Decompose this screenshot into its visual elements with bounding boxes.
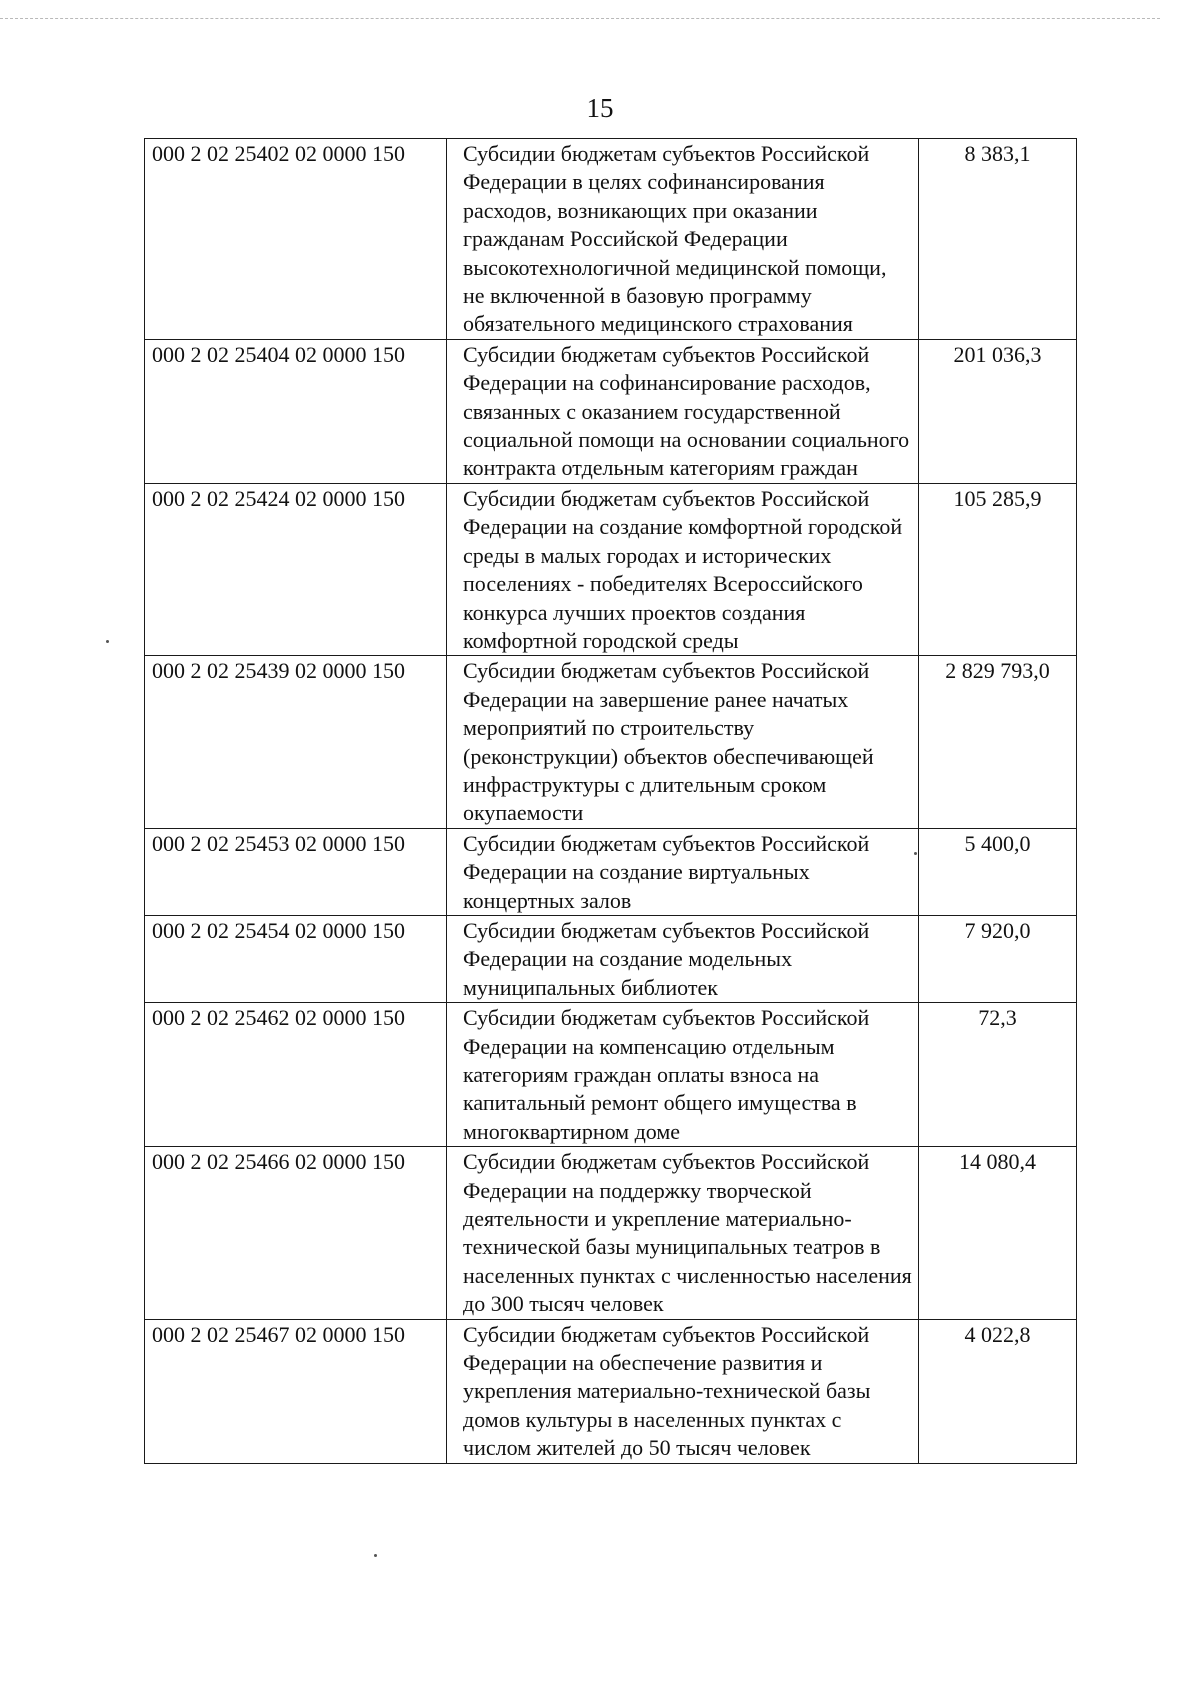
- budget-code: 000 2 02 25454 02 0000 150: [145, 915, 447, 1002]
- subsidy-description: Субсидии бюджетам субъектов Российской Федерации на софинансирование расходов, связанных с оказанием государственной социальной помощи на основании социального контракта отдельным категориям граждан: [447, 339, 919, 483]
- budget-code: 000 2 02 25462 02 0000 150: [145, 1003, 447, 1147]
- subsidy-amount: 105 285,9: [919, 483, 1077, 655]
- scan-speck: [914, 852, 917, 855]
- subsidy-amount: 8 383,1: [919, 139, 1077, 340]
- subsidy-amount: 14 080,4: [919, 1147, 1077, 1319]
- budget-code: 000 2 02 25467 02 0000 150: [145, 1319, 447, 1463]
- table-row: [145, 656, 1077, 828]
- table-row: [145, 1319, 1077, 1463]
- subsidy-description: Субсидии бюджетам субъектов Российской Федерации на создание комфортной городской среды в малых городах и исторических поселениях - победителях Всероссийского конкурса лучших проектов создания комфортной городской среды: [447, 483, 919, 655]
- table-row: [145, 1003, 1077, 1147]
- table-row: [145, 915, 1077, 1002]
- subsidy-amount: 201 036,3: [919, 339, 1077, 483]
- scan-speck: [374, 1554, 377, 1557]
- budget-code: 000 2 02 25439 02 0000 150: [145, 656, 447, 828]
- subsidy-description: Субсидии бюджетам субъектов Российской Федерации на создание модельных муниципальных библиотек: [447, 915, 919, 1002]
- subsidy-description: Субсидии бюджетам субъектов Российской Федерации на компенсацию отдельным категориям граждан оплаты взноса на капитальный ремонт общего имущества в многоквартирном доме: [447, 1003, 919, 1147]
- subsidy-description: Субсидии бюджетам субъектов Российской Федерации на завершение ранее начатых мероприятий по строительству (реконструкции) объектов обеспечивающей инфраструктуры с длительным сроком окупаемости: [447, 656, 919, 828]
- scan-edge-line: [0, 18, 1160, 19]
- subsidy-description: Субсидии бюджетам субъектов Российской Федерации в целях софинансирования расходов, возникающих при оказании гражданам Российской Федерации высокотехнологичной медицинской помощи, не включенной в базовую программу обязательного медицинского страхования: [447, 139, 919, 340]
- scan-speck: [106, 640, 109, 643]
- table-row: [145, 339, 1077, 483]
- table-row: [145, 139, 1077, 340]
- subsidy-amount: 2 829 793,0: [919, 656, 1077, 828]
- budget-code: 000 2 02 25402 02 0000 150: [145, 139, 447, 340]
- subsidy-description: Субсидии бюджетам субъектов Российской Федерации на поддержку творческой деятельности и укрепление материально-технической базы муниципальных театров в населенных пунктах с численностью населения до 300 тысяч человек: [447, 1147, 919, 1319]
- subsidy-amount: 72,3: [919, 1003, 1077, 1147]
- table-row: [145, 828, 1077, 915]
- budget-code: 000 2 02 25466 02 0000 150: [145, 1147, 447, 1319]
- budget-code: 000 2 02 25453 02 0000 150: [145, 828, 447, 915]
- page-number: 15: [586, 93, 614, 123]
- subsidy-amount: 5 400,0: [919, 828, 1077, 915]
- subsidy-description: Субсидии бюджетам субъектов Российской Федерации на обеспечение развития и укрепления материально-технической базы домов культуры в населенных пунктах с числом жителей до 50 тысяч человек: [447, 1319, 919, 1463]
- table-row: [145, 483, 1077, 655]
- budget-table: [144, 138, 1077, 1464]
- subsidy-amount: 7 920,0: [919, 915, 1077, 1002]
- budget-code: 000 2 02 25404 02 0000 150: [145, 339, 447, 483]
- table-row: [145, 1147, 1077, 1319]
- subsidy-description: Субсидии бюджетам субъектов Российской Федерации на создание виртуальных концертных залов: [447, 828, 919, 915]
- subsidy-amount: 4 022,8: [919, 1319, 1077, 1463]
- budget-code: 000 2 02 25424 02 0000 150: [145, 483, 447, 655]
